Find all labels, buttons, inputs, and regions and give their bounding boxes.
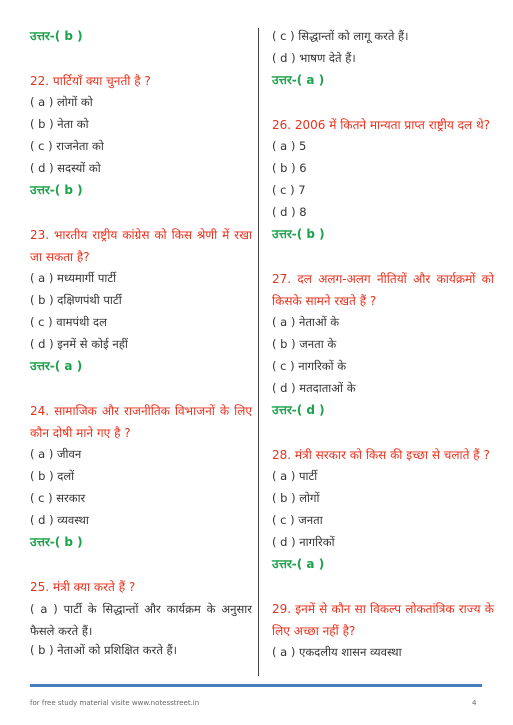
- option-28d: ( d ) नागरिकों: [272, 535, 335, 549]
- answer-23: उत्तर-( a ): [30, 359, 83, 373]
- option-25a: ( a ) पार्टी के सिद्धान्तों और कार्यक्रम के अनुसार फैसले करते हैं।: [30, 602, 252, 638]
- option-26c: ( c ) 7: [272, 183, 306, 197]
- question-26: 26. 2006 में कितने मान्यता प्राप्त राष्ट्रीय दल थे?: [272, 118, 490, 132]
- question-29: 29. इनमें से कौन सा विकल्प लोकतांत्रिक राज्य के लिए अच्छा नहीं है?: [272, 602, 494, 638]
- option-24b: ( b ) दलों: [30, 469, 75, 483]
- question-22: 22. पार्टियाँ क्या चुनती है ?: [30, 74, 151, 88]
- footer-bar: [30, 684, 482, 687]
- option-26a: ( a ) 5: [272, 139, 307, 153]
- question-25: 25. मंत्री क्या करते हैं ?: [30, 580, 136, 594]
- option-23d: ( d ) इनमें से कोई नहीं: [30, 337, 128, 351]
- question-23: 23. भारतीय राष्ट्रीय कांग्रेस को किस श्रेणी में रखा जा सकता है?: [30, 228, 252, 264]
- option-27d: ( d ) मतदाताओं के: [272, 381, 356, 395]
- option-22d: ( d ) सदस्यों को: [30, 161, 101, 175]
- option-28b: ( b ) लोगों: [272, 491, 320, 505]
- option-23a: ( a ) मध्यमार्गी पार्टी: [30, 271, 117, 285]
- option-26d: ( d ) 8: [272, 205, 307, 219]
- option-22a: ( a ) लोगों को: [30, 95, 93, 109]
- option-25c: ( c ) सिद्धान्तों को लागू करते हैं।: [272, 29, 409, 43]
- answer-24: उत्तर-( b ): [30, 535, 83, 549]
- option-24c: ( c ) सरकार: [30, 491, 86, 505]
- option-28a: ( a ) पार्टी: [272, 469, 318, 483]
- option-24d: ( d ) व्यवस्था: [30, 513, 89, 527]
- option-28c: ( c ) जनता: [272, 513, 323, 527]
- right-column: [272, 28, 494, 666]
- answer-26: उत्तर-( b ): [272, 227, 325, 241]
- option-27c: ( c ) नागरिकों के: [272, 359, 347, 373]
- option-26b: ( b ) 6: [272, 161, 307, 175]
- option-25b: ( b ) नेताओं को प्रशिक्षित करते हैं।: [30, 643, 178, 657]
- option-29a: ( a ) एकदलीय शासन व्यवस्था: [272, 645, 402, 659]
- left-column: [30, 28, 252, 664]
- question-27: 27. दल अलग-अलग नीतियों और कार्यक्रमों को किसके सामने रखते हैं ?: [272, 272, 494, 308]
- option-25d: ( d ) भाषण देते हैं।: [272, 51, 356, 65]
- option-24a: ( a ) जीवन: [30, 447, 82, 461]
- answer-22: उत्तर-( b ): [30, 183, 83, 197]
- option-23b: ( b ) दक्षिणपंथी पार्टी: [30, 293, 122, 307]
- column-divider: [258, 28, 259, 676]
- question-28: 28. मंत्री सरकार को किस की इच्छा से चलाते हैं ?: [272, 448, 490, 462]
- answer-28: उत्तर-( a ): [272, 557, 325, 571]
- option-23c: ( c ) वामपंथी दल: [30, 315, 107, 329]
- option-22c: ( c ) राजनेता को: [30, 139, 104, 153]
- option-27b: ( b ) जनता के: [272, 337, 337, 351]
- page-number: 4: [472, 699, 477, 707]
- option-22b: ( b ) नेता को: [30, 117, 89, 131]
- answer-21: उत्तर-( b ): [30, 29, 83, 43]
- answer-25: उत्तर-( a ): [272, 73, 325, 87]
- option-27a: ( a ) नेताओं के: [272, 315, 340, 329]
- question-24: 24. सामाजिक और राजनीतिक विभाजनों के लिए कौन दोषी माने गए है ?: [30, 404, 252, 440]
- answer-27: उत्तर-( d ): [272, 403, 325, 417]
- footer-link[interactable]: for free study material visite www.notesstreet.in: [30, 699, 200, 707]
